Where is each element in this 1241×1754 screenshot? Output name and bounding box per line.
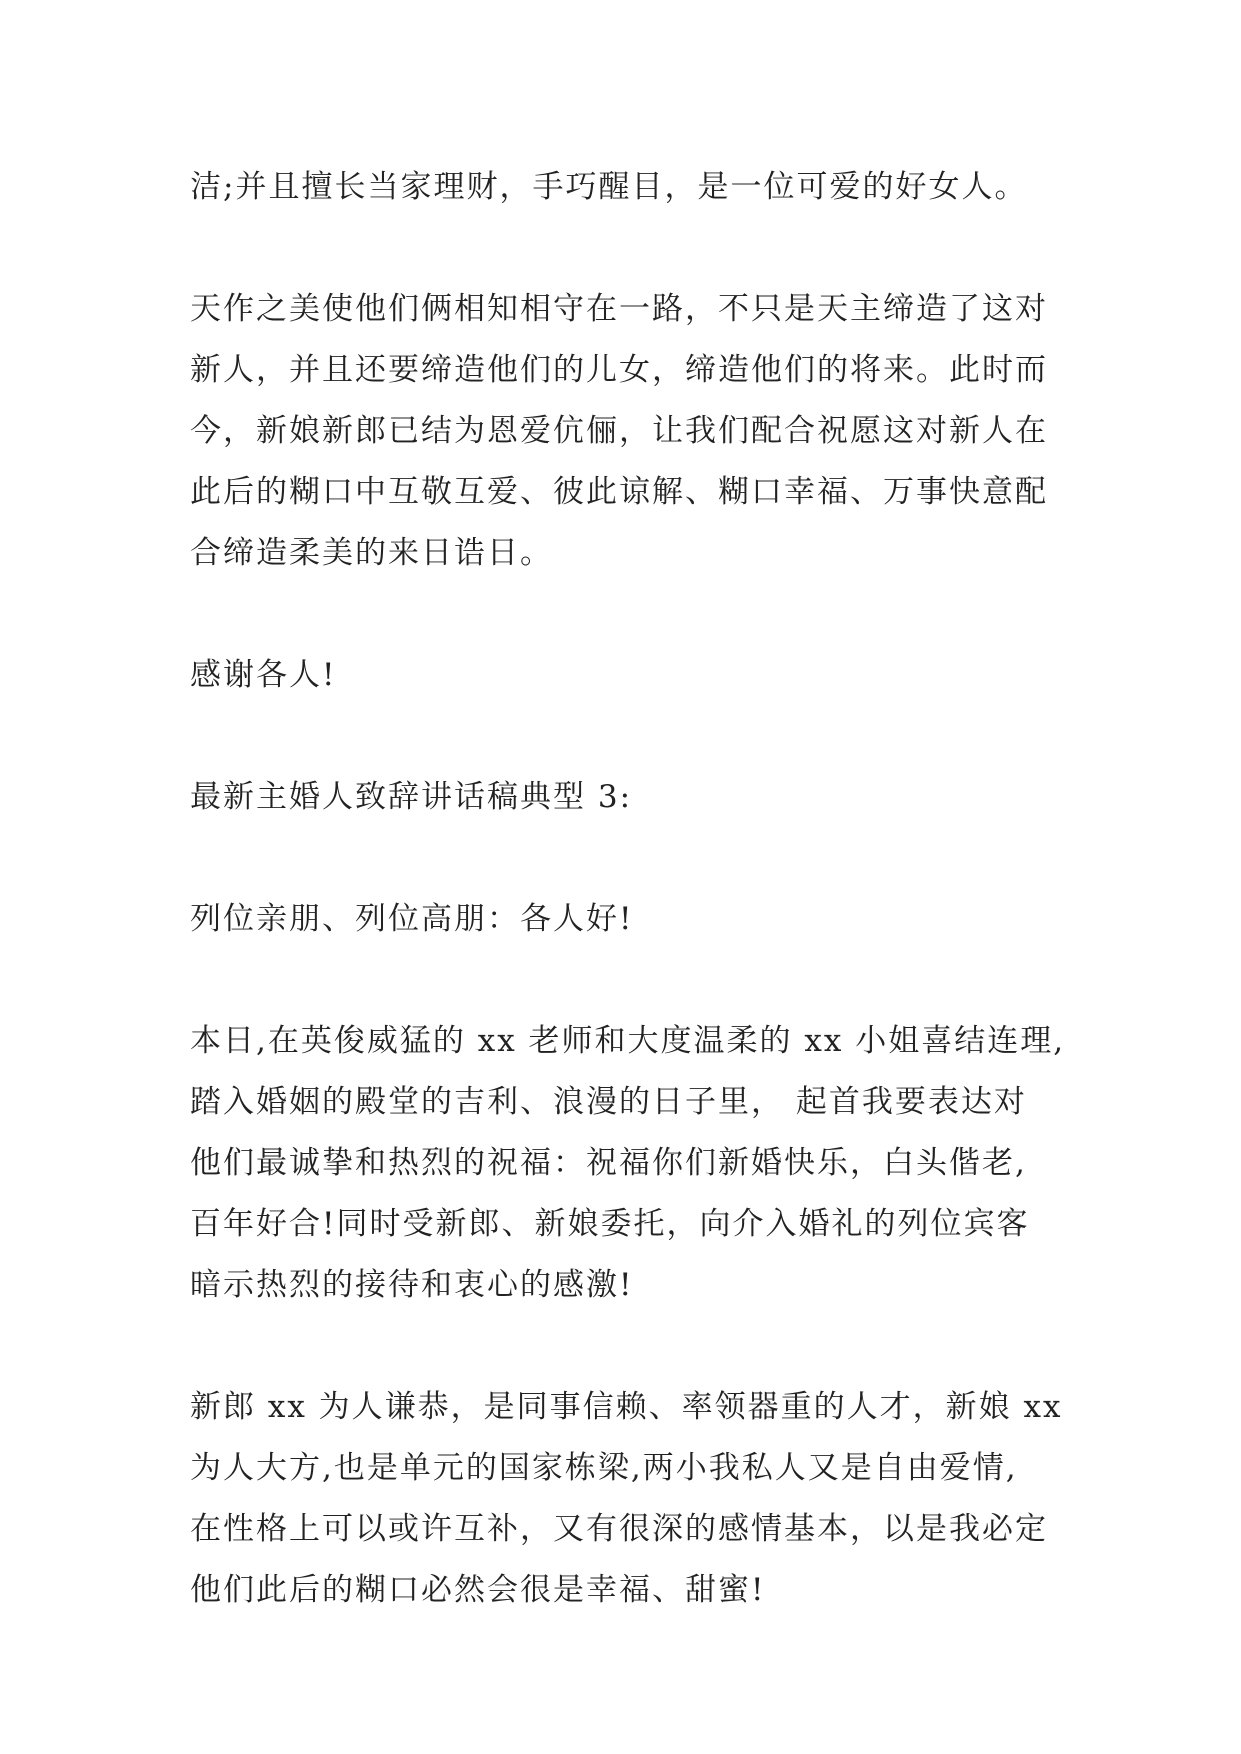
text-line: 他们此后的糊口必然会很是幸福、甜蜜! [190,1572,766,1608]
paragraph-gap [190,584,1070,645]
paragraph-gap [190,1316,1070,1377]
document-body [190,157,1070,1621]
paragraph-thanks [190,645,1070,706]
text-line: 为人大方,也是单元的国家栋梁,两小我私人又是自由爱情, [190,1450,1018,1486]
paragraph-blessing [190,279,1070,584]
paragraph-gap [190,950,1070,1011]
text-line: 列位亲朋、列位高朋：各人好! [190,901,634,937]
text-line: 新人，并且还要缔造他们的儿女，缔造他们的将来。此时而 [190,352,1048,388]
paragraph-praise-end [190,157,1070,218]
text-line: 新郎 xx 为人谦恭，是同事信赖、率领器重的人才，新娘 xx [190,1389,1063,1425]
text-line: 暗示热烈的接待和衷心的感激! [190,1267,634,1303]
heading-line: 最新主婚人致辞讲话稿典型 3: [190,779,633,815]
paragraph-greeting [190,889,1070,950]
section-heading [190,767,1070,828]
text-line: 此后的糊口中互敬互爱、彼此谅解、糊口幸福、万事快意配 [190,474,1048,510]
paragraph-wedding-wishes [190,1011,1070,1316]
text-line: 他们最诚挚和热烈的祝福：祝福你们新婚快乐，白头偕老, [190,1145,1027,1181]
paragraph-couple-intro [190,1377,1070,1621]
text-line: 百年好合!同时受新郎、新娘委托，向介入婚礼的列位宾客 [190,1206,1030,1242]
paragraph-gap [190,828,1070,889]
text-line: 洁;并且擅长当家理财，手巧醒目，是一位可爱的好女人。 [190,169,1028,205]
text-line: 在性格上可以或许互补，又有很深的感情基本，以是我必定 [190,1511,1048,1547]
paragraph-gap [190,218,1070,279]
text-line: 踏入婚姻的殿堂的吉利、浪漫的日子里， 起首我要表达对 [190,1084,1027,1120]
text-line: 天作之美使他们俩相知相守在一路，不只是天主缔造了这对 [190,291,1048,327]
text-line: 合缔造柔美的来日诰日。 [190,535,553,571]
text-line: 今，新娘新郎已结为恩爱伉俪，让我们配合祝愿这对新人在 [190,413,1048,449]
text-line: 感谢各人! [190,657,337,693]
text-line: 本日,在英俊威猛的 xx 老师和大度温柔的 xx 小姐喜结连理, [190,1023,1066,1059]
paragraph-gap [190,706,1070,767]
